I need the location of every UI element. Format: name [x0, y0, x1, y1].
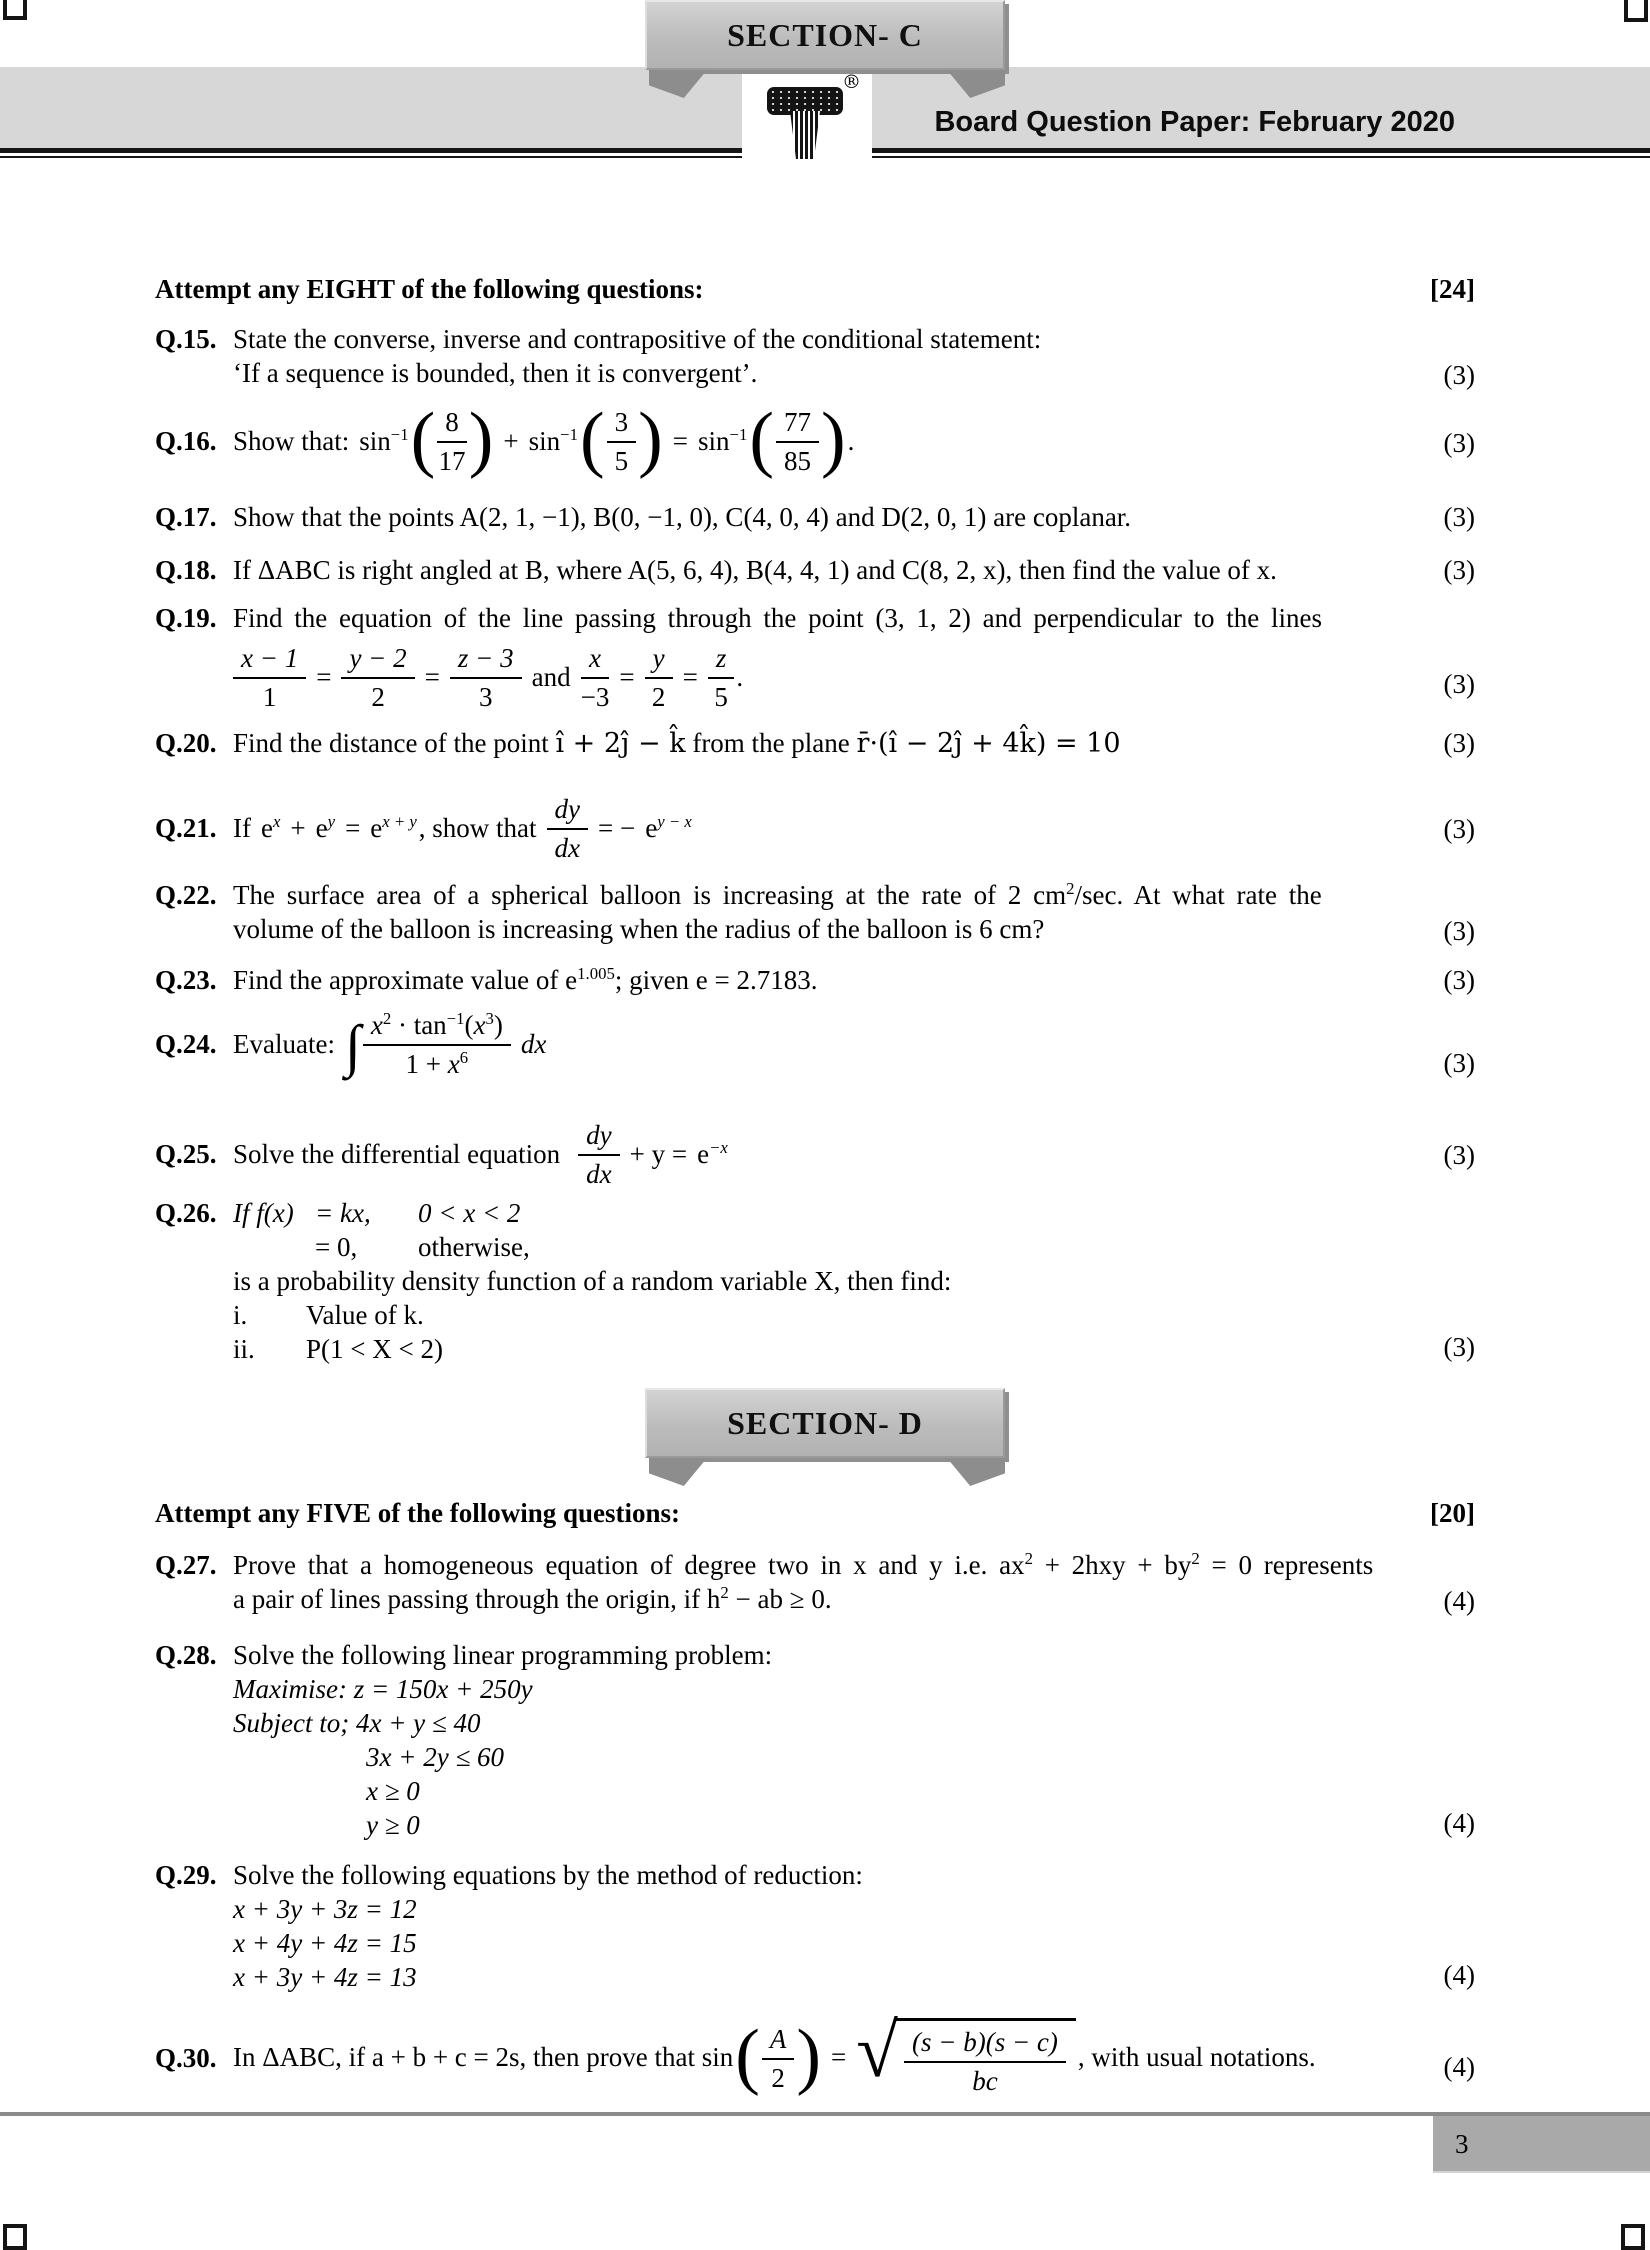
corner-registration-mark — [1624, 0, 1648, 22]
corner-registration-mark — [3, 0, 27, 20]
question-17 — [155, 500, 1475, 534]
question-number: Q.29. — [155, 1860, 217, 1890]
question-formula: Solve the differential equation $\frac{dy}{dx}$ + y = $e^{-x}$ — [233, 1120, 728, 1189]
question-19 — [155, 601, 1475, 713]
question-line: Find the approximate value of $e^{1.005}$; given e = 2.7183. — [233, 964, 818, 995]
corner-registration-mark — [1621, 2224, 1645, 2250]
square-root: √ $\frac{(s - b)(s - c)}{bc}$ — [856, 2018, 1076, 2097]
question-line: If ΔABC is right angled at B, where A(5, 6, 4), B(4, 4, 1) and C(8, 2, x), then find the value of x. — [233, 555, 1277, 585]
page-title: Board Question Paper: February 2020 — [934, 106, 1455, 138]
marks: (3) — [1443, 428, 1475, 458]
question-line: State the converse, inverse and contrapositive of the conditional statement: — [233, 324, 1042, 354]
question-formula: $\frac{x - 1}{1}$ = $\frac{y - 2}{2}$ = $\frac{z - 3}{3}$ and $\frac{x}{-3}$ = $\frac{y}{2}$ = $\frac{z}{5}$ . — [233, 641, 1395, 713]
marks: (3) — [1443, 1332, 1475, 1362]
question-number: Q.26. — [155, 1198, 217, 1228]
question-subitem: i. Value of k. — [233, 1300, 424, 1330]
question-line: volume of the balloon is increasing when the radius of the balloon is 6 cm? — [233, 914, 1045, 944]
fraction: $\frac{z}{5}$ — [708, 641, 735, 713]
marks: (3) — [1443, 1048, 1475, 1078]
fraction: $\frac{(s - b)(s - c)}{bc}$ — [904, 2025, 1066, 2097]
question-line: is a probability density function of a random variable X, then find: — [233, 1266, 952, 1296]
question-formula: In ΔABC, if a + b + c = 2s, then prove that sin ( $\frac{A}{2}$ ) = √ $\frac{(s - b)(s - c)}{bc}$ , with usual notations. — [233, 2009, 1316, 2097]
question-line: Solve the following equations by the method of reduction: — [233, 1860, 863, 1890]
equation: x + 3y + 3z = 12 — [233, 1894, 417, 1924]
question-15 — [155, 322, 1475, 390]
section-c-banner-label: SECTION- C — [645, 0, 1005, 70]
question-line: The surface area of a spherical balloon is increasing at the rate of 2 $cm^2/\sec$. At what rate the — [233, 879, 1322, 910]
question-21 — [155, 792, 1475, 864]
marks: (4) — [1443, 2052, 1475, 2082]
question-number: Q.23. — [155, 965, 217, 995]
section-c-instruction — [155, 272, 1475, 306]
question-22 — [155, 878, 1475, 946]
vector-equation: r̄·(î − 2ĵ + 4k̂) = 10 — [856, 728, 1121, 759]
logo-cap-icon — [767, 87, 843, 115]
question-line: = 0, otherwise, — [315, 1232, 530, 1262]
equation: x + 3y + 4z = 13 — [233, 1962, 417, 1992]
question-line: If f(x) = kx, 0 < x < 2 — [233, 1198, 521, 1228]
page-number: 3 — [1455, 2129, 1469, 2159]
marks: (3) — [1443, 669, 1475, 699]
marks: (3) — [1443, 1140, 1475, 1170]
banner-ribbon-fold — [649, 1458, 707, 1486]
section-d-banner-label: SECTION- D — [645, 1388, 1005, 1458]
fraction: $\frac{dy}{dx}$ — [547, 792, 588, 864]
question-27 — [155, 1548, 1475, 1616]
section-total-marks: [24] — [1430, 274, 1475, 304]
fraction: $\frac{z - 3}{3}$ — [450, 641, 522, 713]
question-number: Q.24. — [155, 1029, 217, 1059]
question-number: Q.25. — [155, 1139, 217, 1169]
question-number: Q.17. — [155, 502, 217, 532]
question-24 — [155, 1008, 1475, 1080]
fraction: $\frac{y}{2}$ — [645, 641, 673, 713]
banner-ribbon-fold — [947, 1458, 1005, 1486]
question-line: Find the equation of the line passing through the point (3, 1, 2) and perpendicular to the lines — [233, 603, 1323, 633]
marks: (3) — [1443, 360, 1475, 390]
section-c-banner — [645, 0, 1005, 70]
question-line: ‘If a sequence is bounded, then it is convergent’. — [233, 358, 758, 388]
logo-stem-icon — [790, 111, 820, 159]
question-line: a pair of lines passing through the origin, if $h^2$ − ab ≥ 0. — [233, 1583, 832, 1614]
question-line: Solve the following linear programming problem: — [233, 1640, 773, 1670]
question-number: Q.19. — [155, 603, 217, 633]
question-line: Prove that a homogeneous equation of degree two in x and y i.e. $ax^2 + 2hxy + by^2 = 0$ represents — [233, 1549, 1374, 1580]
lp-constraint: y ≥ 0 — [366, 1810, 420, 1840]
instruction-text: Attempt any FIVE of the following questions: — [155, 1498, 681, 1528]
question-number: Q.21. — [155, 813, 217, 843]
marks: (3) — [1443, 555, 1475, 585]
lp-constraint: Subject to; 4x + y ≤ 40 — [233, 1708, 481, 1738]
question-number: Q.16. — [155, 426, 217, 456]
question-formula: If $e^x$ + $e^y$ = $e^{x + y}$ , show that $\frac{dy}{dx}$ = − $e^{y - x}$ — [233, 794, 692, 863]
fraction: $\frac{A}{2}$ — [762, 2022, 795, 2094]
marks: (4) — [1443, 1586, 1475, 1616]
marks: (4) — [1443, 1960, 1475, 1990]
lp-objective: Maximise: z = 150x + 250y — [233, 1674, 533, 1704]
registered-trademark-symbol: ® — [842, 71, 861, 93]
vector-expression: î + 2ĵ − k̂ — [555, 728, 686, 759]
fraction: $\frac{77}{85}$ — [776, 405, 819, 477]
section-d-banner — [645, 1388, 1005, 1458]
publisher-logo — [742, 67, 872, 162]
question-29 — [155, 1858, 1475, 1994]
fraction: $\frac{dy}{dx}$ — [578, 1118, 619, 1190]
fraction: $\frac{x - 1}{1}$ — [233, 641, 306, 713]
question-number: Q.28. — [155, 1640, 217, 1670]
question-26 — [155, 1196, 1475, 1366]
lp-constraint: 3x + 2y ≤ 60 — [366, 1742, 505, 1772]
question-number: Q.22. — [155, 880, 217, 910]
footer-rule — [0, 2112, 1650, 2116]
fraction: $\frac{y - 2}{2}$ — [341, 641, 414, 713]
fraction: $\frac{x}{-3}$ — [580, 643, 610, 712]
marks: (3) — [1443, 965, 1475, 995]
question-line: Show that the points A(2, 1, −1), B(0, −1, 0), C(4, 0, 4) and D(2, 0, 1) are coplanar. — [233, 502, 1132, 532]
question-30 — [155, 2009, 1475, 2097]
section-total-marks: [20] — [1430, 1498, 1475, 1528]
page-number-box — [1433, 2116, 1650, 2173]
question-23 — [155, 963, 1475, 997]
lp-constraint: x ≥ 0 — [366, 1776, 420, 1806]
corner-registration-mark — [3, 2224, 27, 2250]
fraction: $\frac{3}{5}$ — [607, 405, 637, 477]
marks: (4) — [1443, 1808, 1475, 1838]
fraction: $\frac{8}{17}$ — [438, 407, 466, 476]
question-25 — [155, 1118, 1475, 1190]
section-d-instruction — [155, 1496, 1475, 1530]
marks: (3) — [1443, 814, 1475, 844]
question-formula: Evaluate: ∫ $\frac{x^2 \cdot \tan^{-1}(x^3)}{1 + x^6}$ dx — [233, 1009, 547, 1079]
equation: x + 4y + 4z = 15 — [233, 1928, 417, 1958]
question-number: Q.30. — [155, 2042, 217, 2073]
question-18 — [155, 553, 1475, 587]
question-28 — [155, 1638, 1475, 1842]
instruction-text: Attempt any EIGHT of the following questions: — [155, 274, 704, 304]
fraction: $\frac{x^2 \cdot \tan^{-1}(x^3)}{1 + x^6}$ — [363, 1008, 511, 1080]
question-number: Q.18. — [155, 555, 217, 585]
question-number: Q.20. — [155, 728, 217, 758]
question-number: Q.15. — [155, 324, 217, 354]
marks: (3) — [1443, 502, 1475, 532]
question-formula: Show that: $\sin^{-1}$ ( $\frac{8}{17}$ ) + $\sin^{-1}$ ( $\frac{3}{5}$ ) = $\sin^{-1}$ ( $\frac{77}{85}$ ) . — [233, 398, 855, 480]
question-20 — [155, 726, 1475, 761]
question-line: Find the distance of the point î + 2ĵ − k̂ from the plane r̄·(î − 2ĵ + 4k̂) = 10 — [233, 728, 1121, 759]
marks: (3) — [1443, 916, 1475, 946]
question-number: Q.27. — [155, 1550, 217, 1580]
marks: (3) — [1443, 728, 1475, 758]
question-subitem: ii. P(1 < X < 2) — [233, 1334, 443, 1364]
question-16 — [155, 386, 1475, 496]
